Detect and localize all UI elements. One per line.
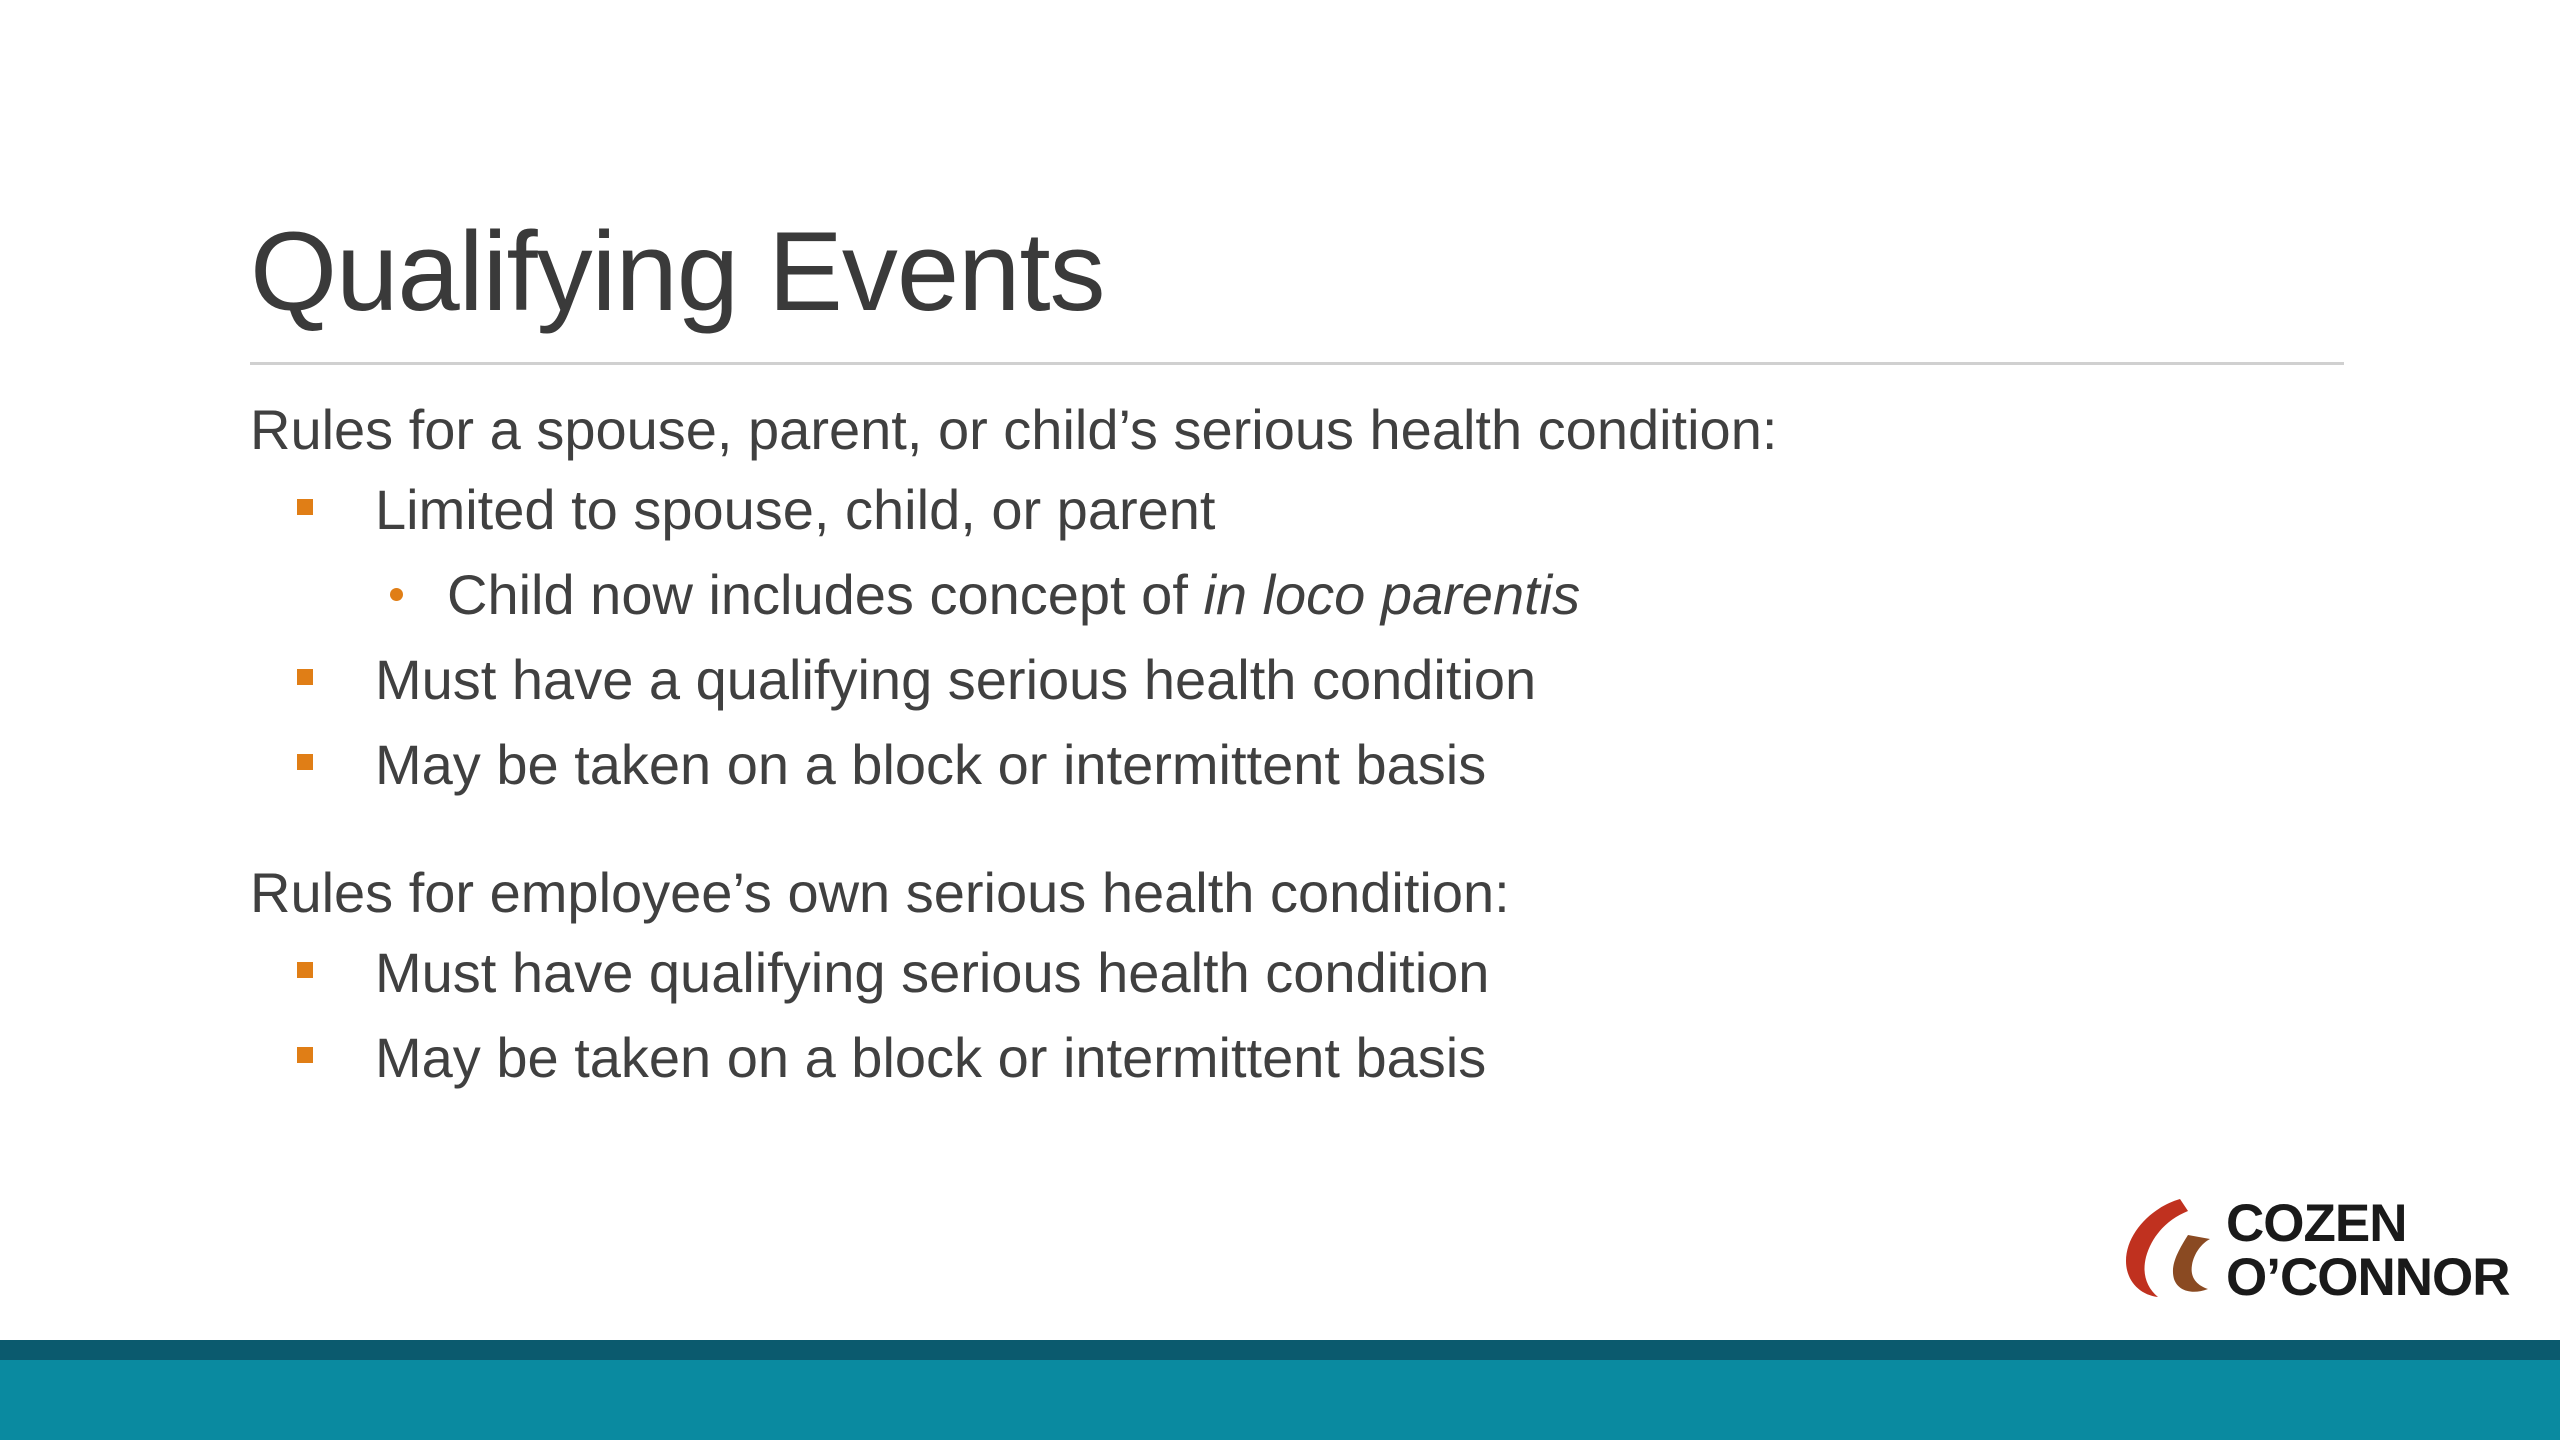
square-bullet-icon xyxy=(297,669,313,685)
logo-mark-icon xyxy=(2118,1195,2218,1305)
section-family-condition xyxy=(250,395,2350,800)
logo-line-1: COZEN xyxy=(2226,1194,2407,1253)
sub-list-item xyxy=(250,560,2350,630)
bullet-text: May be taken on a block or intermittent basis xyxy=(375,733,1487,796)
title-divider xyxy=(250,362,2344,365)
square-bullet-icon xyxy=(297,1047,313,1063)
list-item xyxy=(250,475,2350,545)
slide-title: Qualifying Events xyxy=(250,209,1105,334)
section-employee-condition xyxy=(250,858,2350,1093)
square-bullet-icon xyxy=(297,962,313,978)
list-item xyxy=(250,938,2350,1008)
bullet-text: Limited to spouse, child, or parent xyxy=(375,478,1216,541)
list-item xyxy=(250,1023,2350,1093)
slide-body xyxy=(250,395,2350,1108)
square-bullet-icon xyxy=(297,499,313,515)
bullet-text: Must have a qualifying serious health condition xyxy=(375,648,1537,711)
sub-bullet-italic: in loco parentis xyxy=(1203,563,1581,626)
dot-bullet-icon xyxy=(390,588,403,601)
list-item xyxy=(250,730,2350,800)
section-heading: Rules for employee’s own serious health condition: xyxy=(250,861,1510,924)
footer-band-dark xyxy=(0,1340,2560,1360)
bullet-text: May be taken on a block or intermittent basis xyxy=(375,1026,1487,1089)
sub-bullet-text: Child now includes concept of xyxy=(447,563,1204,626)
bullet-text: Must have qualifying serious health condition xyxy=(375,941,1490,1004)
footer-band-teal xyxy=(0,1360,2560,1440)
company-logo xyxy=(2118,1195,2528,1315)
list-item xyxy=(250,645,2350,715)
bullet-list xyxy=(250,938,2350,1093)
logo-text xyxy=(2226,1194,2510,1307)
bullet-list xyxy=(250,475,2350,800)
square-bullet-icon xyxy=(297,754,313,770)
logo-line-2: O’CONNOR xyxy=(2226,1248,2510,1307)
section-heading: Rules for a spouse, parent, or child’s serious health condition: xyxy=(250,398,1778,461)
